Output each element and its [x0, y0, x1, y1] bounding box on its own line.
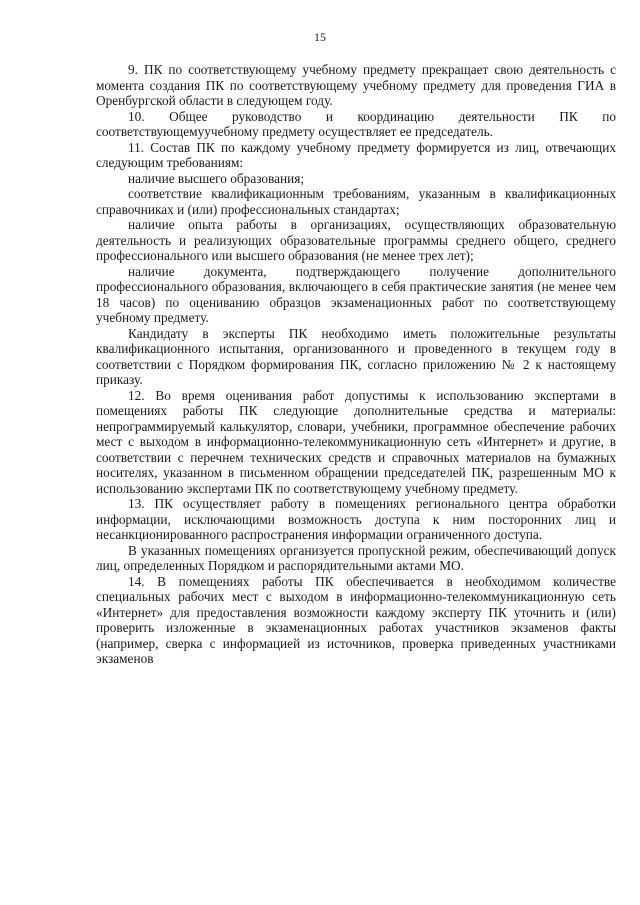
- requirement-additional-education: наличие документа, подтверждающего получение дополнительного профессионального образования, включающего в себя практические занятия (не менее чем 18 часов) по оцениванию образцов экзаменационных работ по соответствующему учебному предмету.: [96, 263, 616, 325]
- requirement-higher-education: наличие высшего образования;: [128, 170, 305, 186]
- page-number: 15: [314, 30, 326, 44]
- paragraph-candidate: Кандидату в эксперты ПК необходимо иметь положительные результаты квалификационного испытания, организованного и проведенного в текущем году в соответствии с Порядком формирования ПК, согласно приложению № 2 к настоящему приказу.: [96, 325, 616, 387]
- paragraph-access-regime: В указанных помещениях организуется пропускной режим, обеспечивающий допуск лиц, определенных Порядком и распорядительными актами МО.: [96, 542, 616, 573]
- requirement-qualification: соответствие квалификационным требованиям, указанным в квалификационных справочниках и (или) профессиональных стандартах;: [96, 186, 616, 217]
- document-body: [96, 62, 616, 667]
- paragraph-12: 12. Во время оценивания работ допустимы к использованию экспертами в помещениях работы ПК следующие дополнительные средства и материалы: непрограммируемый калькулятор, словари, учебники, программное обеспечение рабочих мест с выходом в информационно-телекоммуникационную сеть «Интернет» и другие, в соответствии с перечнем технических средств и справочных материалов на бумажных носителях, указанном в письменном обращении председателей ПК, разрешенным МО к использованию экспертами ПК по соответствующему учебному предмету.: [96, 387, 616, 496]
- requirement-experience: наличие опыта работы в организациях, осуществляющих образовательную деятельность и реализующих образовательные программы среднего общего, среднего профессионального или высшего образования (не менее трех лет);: [96, 217, 616, 263]
- paragraph-9: 9. ПК по соответствующему учебному предмету прекращает свою деятельность с момента создания ПК по соответствующему учебному предмету для проведения ГИА в Оренбургской области в следующем году.: [96, 62, 616, 108]
- paragraph-14: 14. В помещениях работы ПК обеспечивается в необходимом количестве специальных рабочих мест с выходом в информационно-телекоммуникационную сеть «Интернет» для предоставления возможности каждому эксперту ПК уточнить и (или) проверить изложенные в экзаменационных работах участников экзаменов факты (например, сверка с информацией из источников, проверка приведенных участниками экзаменов: [96, 573, 616, 666]
- paragraph-11: 11. Состав ПК по каждому учебному предмету формируется из лиц, отвечающих следующим требованиям:: [96, 139, 616, 170]
- paragraph-10: 10. Общее руководство и координацию деятельности ПК по соответствующемуучебному предмету осуществляет ее председатель.: [96, 108, 616, 139]
- paragraph-13: 13. ПК осуществляет работу в помещениях регионального центра обработки информации, исключающими возможность доступа к ним посторонних лиц и несанкционированного распространения информации ограниченного доступа.: [96, 496, 616, 542]
